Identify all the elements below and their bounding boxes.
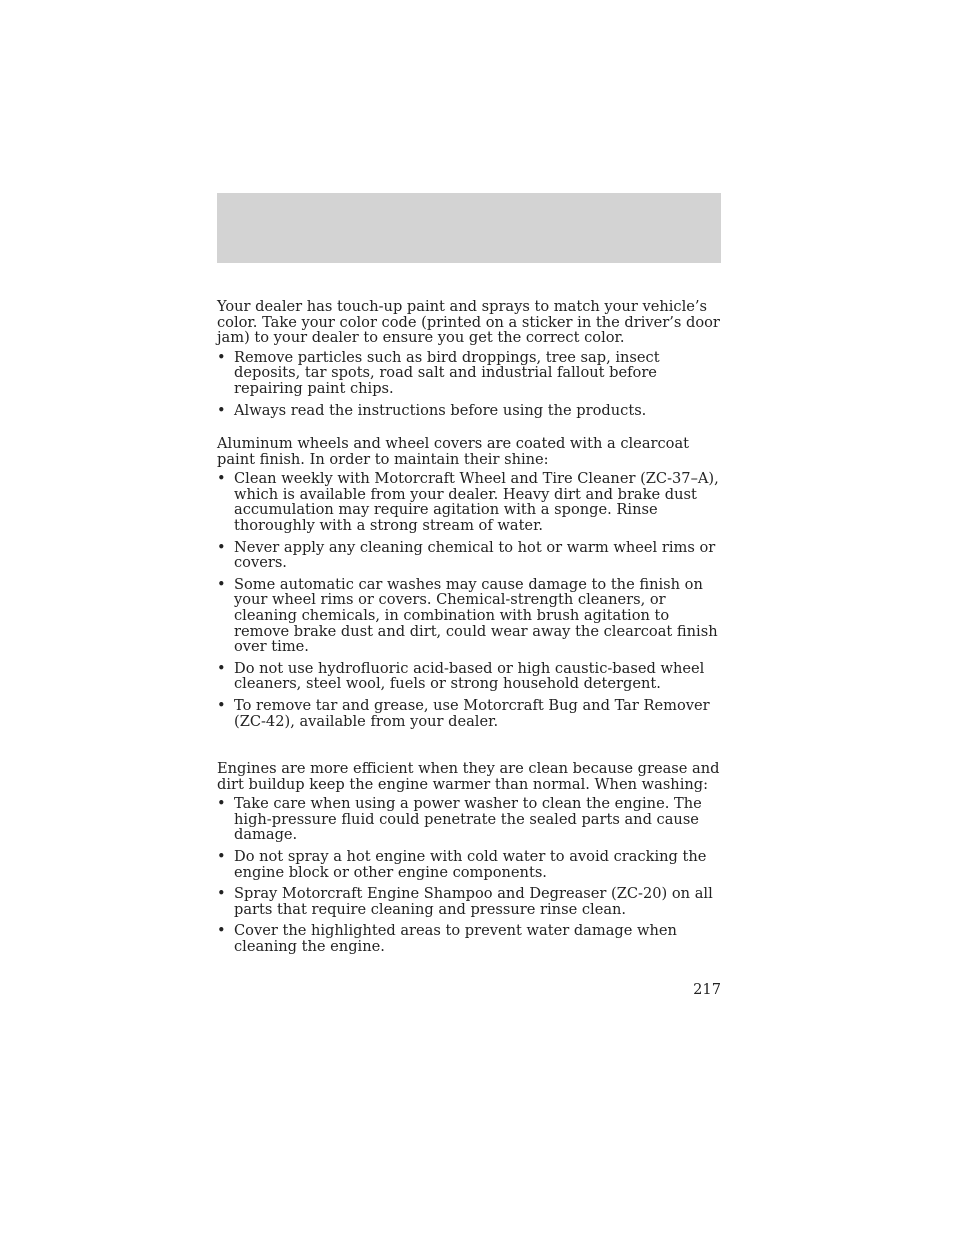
list-item: • Remove particles such as bird droppings, tree sap, insect deposits, tar spots, road salt and industrial fallout before repairing paint chips. [217,348,660,397]
wheels-list [217,471,721,729]
list-item: • Cover the highlighted areas to prevent water damage when cleaning the engine. [217,922,677,955]
bullet-icon: • [217,348,226,366]
list-item: • Some automatic car washes may cause damage to the finish on your wheel rims or covers. Chemical-strength cleaners, or cleaning chemicals, in combination with brush agitation to remove brake dust and dirt, could wear away the clearcoat finish over time. [217,575,718,656]
chapter-header-band [217,193,721,263]
list-item: • Clean weekly with Motorcraft Wheel and Tire Cleaner (ZC-37–A), which is available from your dealer. Heavy dirt and brake dust accumulation may require agitation with a sponge. Rinse thoroughly with a strong stream of water. [217,470,719,534]
bullet-icon: • [217,470,226,488]
bullet-icon: • [217,922,226,940]
paint-chips-list [217,350,721,418]
engine-intro: Engines are more efficient when they are clean because grease and dirt buildup keep the engine warmer than normal. When washing: [217,760,720,793]
bullet-icon: • [217,696,226,714]
bullet-icon: • [217,847,226,865]
bullet-icon: • [217,795,226,813]
list-item: • Spray Motorcraft Engine Shampoo and Degreaser (ZC-20) on all parts that require cleaning and pressure rinse clean. [217,885,713,918]
list-item: • To remove tar and grease, use Motorcraft Bug and Tar Remover (ZC-42), available from your dealer. [217,696,710,730]
list-item: • Do not spray a hot engine with cold water to avoid cracking the engine block or other engine components. [217,847,707,881]
engine-list [217,796,721,954]
list-item: • Always read the instructions before using the products. [217,401,647,419]
paint-chips-intro: Your dealer has touch-up paint and sprays to match your vehicle’s color. Take your color code (printed on a sticker in the driver’s door jam) to your dealer to ensure you get the correct color. [217,298,720,347]
bullet-icon: • [217,659,226,677]
wheels-section [217,436,721,735]
list-item: • Never apply any cleaning chemical to hot or warm wheel rims or covers. [217,538,716,572]
list-item: • Do not use hydrofluoric acid-based or high caustic-based wheel cleaners, steel wool, fuels or strong household detergent. [217,659,705,693]
paint-chips-section [217,299,721,424]
page-number: 217 [693,981,721,998]
bullet-icon: • [217,401,226,419]
list-item: • Take care when using a power washer to clean the engine. The high-pressure fluid could penetrate the sealed parts and cause damage. [217,795,702,844]
engine-section [217,761,721,961]
bullet-icon: • [217,575,226,593]
bullet-icon: • [217,538,226,556]
bullet-icon: • [217,885,226,903]
wheels-intro: Aluminum wheels and wheel covers are coated with a clearcoat paint finish. In order to maintain their shine: [217,435,690,468]
